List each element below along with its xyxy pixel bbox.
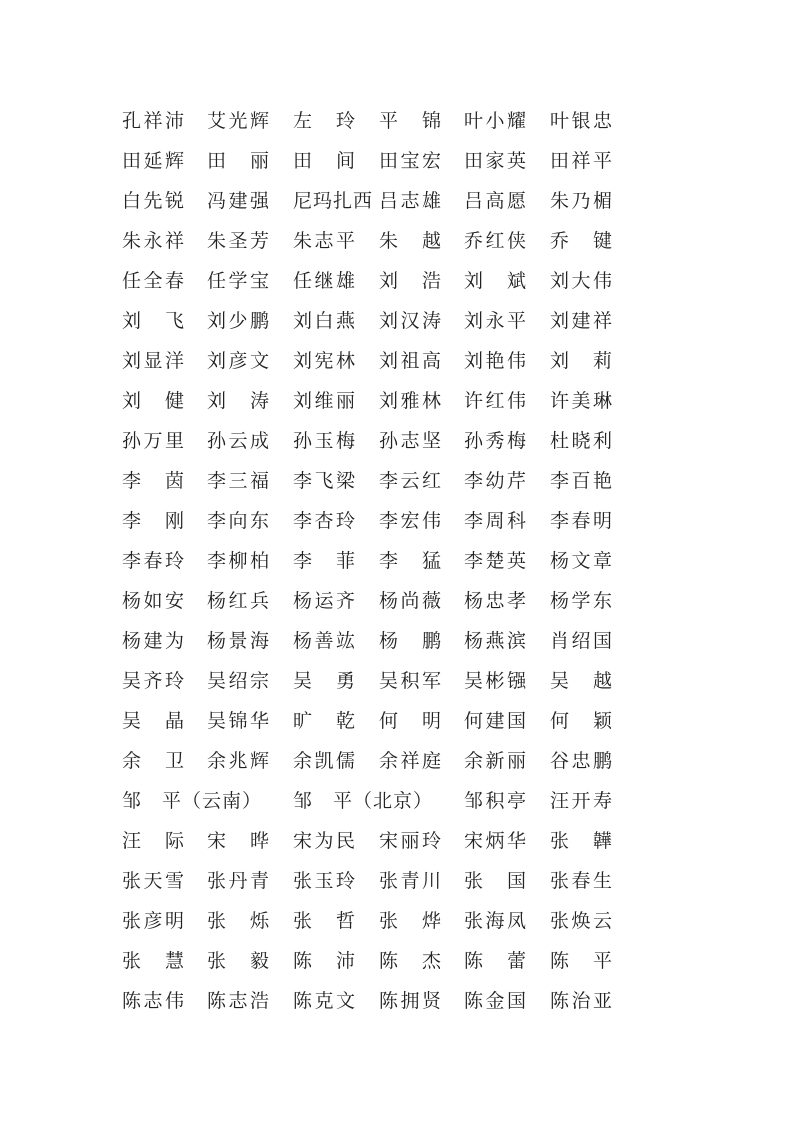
name-entry: 宋 晔 (207, 830, 269, 852)
name-entry: 张 青 川 (379, 870, 441, 892)
name-entry: 吕 高 愿 (464, 190, 526, 212)
name-entry: 刘 彦 文 (207, 350, 269, 372)
name-entry: 李 春 玲 (122, 550, 184, 572)
name-entry: 余 新 丽 (464, 750, 526, 772)
name-entry: 孔 祥 沛 (122, 110, 184, 132)
name-entry: 汪 际 (122, 830, 184, 852)
name-entry: 田 丽 (207, 150, 269, 172)
name-entry: 田 家 英 (464, 150, 526, 172)
name-entry: 汪 开 寿 (550, 790, 612, 812)
name-entry: 乔 键 (550, 230, 612, 252)
name-entry: 肖 绍 国 (550, 630, 612, 652)
name-entry: 乔 红 侠 (464, 230, 526, 252)
name-entry: 许 美 琳 (550, 390, 612, 412)
name-entry: 余 兆 辉 (207, 750, 269, 772)
name-entry: 杨 红 兵 (207, 590, 269, 612)
name-entry: 刘 涛 (207, 390, 269, 412)
name-entry: 刘 大 伟 (550, 270, 612, 292)
name-entry: 陈 志 伟 (122, 990, 184, 1012)
name-entry: 陈 拥 贤 (379, 990, 441, 1012)
name-entry: 张 玉 玲 (293, 870, 355, 892)
name-row (122, 706, 622, 746)
name-entry: 白 先 锐 (122, 190, 184, 212)
name-entry: 李 楚 英 (464, 550, 526, 572)
name-row (122, 266, 622, 306)
name-entry: 吴 越 (550, 670, 612, 692)
name-row (122, 586, 622, 626)
name-entry: 杨 景 海 (207, 630, 269, 652)
name-entry: 尼玛扎西 (293, 190, 374, 212)
name-row (122, 146, 622, 186)
name-entry: 李 向 东 (207, 510, 269, 532)
name-entry: 刘 雅 林 (379, 390, 441, 412)
name-row (122, 946, 622, 986)
name-entry: 谷 忠 鹏 (550, 750, 612, 772)
name-entry: 邹 平（云南） (122, 790, 263, 812)
name-entry: 孙 志 坚 (379, 430, 441, 452)
name-entry: 李 茵 (122, 470, 184, 492)
name-entry: 张 焕 云 (550, 910, 612, 932)
name-entry: 张 天 雪 (122, 870, 184, 892)
name-entry: 何 明 (379, 710, 441, 732)
name-entry: 何 建 国 (464, 710, 526, 732)
name-entry: 吴 彬 镪 (464, 670, 526, 692)
name-row (122, 186, 622, 226)
name-entry: 何 颖 (550, 710, 612, 732)
name-entry: 余 卫 (122, 750, 184, 772)
name-entry: 张 国 (464, 870, 526, 892)
name-entry: 刘 祖 高 (379, 350, 441, 372)
name-entry: 平 锦 (379, 110, 441, 132)
name-entry: 张 哲 (293, 910, 355, 932)
name-entry: 张 毅 (207, 950, 269, 972)
name-entry: 许 红 伟 (464, 390, 526, 412)
name-entry: 孙 万 里 (122, 430, 184, 452)
name-entry: 杨 尚 薇 (379, 590, 441, 612)
name-entry: 张 烨 (379, 910, 441, 932)
name-entry: 吴 锦 华 (207, 710, 269, 732)
name-entry: 李 三 福 (207, 470, 269, 492)
name-entry: 李 周 科 (464, 510, 526, 532)
name-entry: 杨 文 章 (550, 550, 612, 572)
name-entry: 张 丹 青 (207, 870, 269, 892)
name-entry: 张 春 生 (550, 870, 612, 892)
name-entry: 叶 银 忠 (550, 110, 612, 132)
name-entry: 陈 克 文 (293, 990, 355, 1012)
name-entry: 宋 丽 玲 (379, 830, 441, 852)
name-entry: 杨 善 竑 (293, 630, 355, 652)
name-row (122, 666, 622, 706)
name-entry: 宋 炳 华 (464, 830, 526, 852)
name-entry: 余 祥 庭 (379, 750, 441, 772)
name-entry: 任 全 春 (122, 270, 184, 292)
name-entry: 陈 蕾 (464, 950, 526, 972)
name-entry: 陈 平 (550, 950, 612, 972)
name-entry: 吴 绍 宗 (207, 670, 269, 692)
name-entry: 李 刚 (122, 510, 184, 532)
name-entry: 刘 汉 涛 (379, 310, 441, 332)
name-entry: 吴 齐 玲 (122, 670, 184, 692)
name-entry: 宋 为 民 (293, 830, 355, 852)
name-entry: 刘 维 丽 (293, 390, 355, 412)
name-entry: 杨 如 安 (122, 590, 184, 612)
name-entry: 艾 光 辉 (207, 110, 269, 132)
name-list (122, 106, 622, 1026)
name-entry: 田 延 辉 (122, 150, 184, 172)
name-entry: 田 祥 平 (550, 150, 612, 172)
name-entry: 杨 运 齐 (293, 590, 355, 612)
name-row (122, 906, 622, 946)
name-entry: 刘 永 平 (464, 310, 526, 332)
name-entry: 李 柳 柏 (207, 550, 269, 572)
name-row (122, 866, 622, 906)
name-entry: 叶 小 耀 (464, 110, 526, 132)
name-entry: 刘 白 燕 (293, 310, 355, 332)
name-entry: 陈 杰 (379, 950, 441, 972)
name-entry: 刘 建 祥 (550, 310, 612, 332)
name-entry: 刘 宪 林 (293, 350, 355, 372)
name-entry: 朱 越 (379, 230, 441, 252)
name-entry: 任 学 宝 (207, 270, 269, 292)
name-entry: 刘 浩 (379, 270, 441, 292)
name-entry: 吴 积 军 (379, 670, 441, 692)
name-entry: 陈 志 浩 (207, 990, 269, 1012)
name-entry: 陈 治 亚 (550, 990, 612, 1012)
name-row (122, 986, 622, 1026)
name-entry: 杨 鹏 (379, 630, 441, 652)
name-entry: 朱 志 平 (293, 230, 355, 252)
name-row (122, 346, 622, 386)
name-entry: 杨 学 东 (550, 590, 612, 612)
name-entry: 张 烁 (207, 910, 269, 932)
name-entry: 李 猛 (379, 550, 441, 572)
name-entry: 刘 斌 (464, 270, 526, 292)
name-entry: 朱 永 祥 (122, 230, 184, 252)
name-entry: 张 慧 (122, 950, 184, 972)
name-entry: 孙 秀 梅 (464, 430, 526, 452)
name-entry: 张 韡 (550, 830, 612, 852)
name-entry: 陈 金 国 (464, 990, 526, 1012)
name-entry: 张 海 凤 (464, 910, 526, 932)
name-entry: 余 凯 儒 (293, 750, 355, 772)
name-entry: 李 飞 梁 (293, 470, 355, 492)
name-entry: 李 杏 玲 (293, 510, 355, 532)
name-entry: 李 春 明 (550, 510, 612, 532)
name-entry: 田 间 (293, 150, 355, 172)
name-entry: 李 菲 (293, 550, 355, 572)
name-entry: 刘 飞 (122, 310, 184, 332)
name-row (122, 626, 622, 666)
name-entry: 李 云 红 (379, 470, 441, 492)
name-row (122, 546, 622, 586)
name-row (122, 386, 622, 426)
name-entry: 刘 健 (122, 390, 184, 412)
name-row (122, 226, 622, 266)
name-entry: 吕 志 雄 (379, 190, 441, 212)
name-entry: 朱 圣 芳 (207, 230, 269, 252)
name-row (122, 826, 622, 866)
name-entry: 李 宏 伟 (379, 510, 441, 532)
name-entry: 朱 乃 楣 (550, 190, 612, 212)
name-entry: 旷 乾 (293, 710, 355, 732)
name-entry: 杨 燕 滨 (464, 630, 526, 652)
name-entry: 杨 建 为 (122, 630, 184, 652)
name-entry: 刘 艳 伟 (464, 350, 526, 372)
name-row (122, 106, 622, 146)
name-entry: 李 幼 芹 (464, 470, 526, 492)
name-entry: 吴 勇 (293, 670, 355, 692)
name-row (122, 306, 622, 346)
name-row (122, 466, 622, 506)
name-entry: 任 继 雄 (293, 270, 355, 292)
name-entry: 田 宝 宏 (379, 150, 441, 172)
name-entry: 刘 显 洋 (122, 350, 184, 372)
name-entry: 李 百 艳 (550, 470, 612, 492)
name-entry: 冯 建 强 (207, 190, 269, 212)
name-row (122, 746, 622, 786)
name-entry: 邹 平（北京） (293, 790, 434, 812)
name-entry: 刘 莉 (550, 350, 612, 372)
name-row (122, 426, 622, 466)
name-entry: 吴 晶 (122, 710, 184, 732)
name-entry: 陈 沛 (293, 950, 355, 972)
name-row (122, 506, 622, 546)
name-row (122, 786, 622, 826)
name-entry: 刘 少 鹏 (207, 310, 269, 332)
name-entry: 孙 云 成 (207, 430, 269, 452)
name-entry: 张 彦 明 (122, 910, 184, 932)
name-entry: 孙 玉 梅 (293, 430, 355, 452)
name-entry: 杜 晓 利 (550, 430, 612, 452)
name-entry: 杨 忠 孝 (464, 590, 526, 612)
name-entry: 左 玲 (293, 110, 355, 132)
name-entry: 邹 积 亭 (464, 790, 526, 812)
